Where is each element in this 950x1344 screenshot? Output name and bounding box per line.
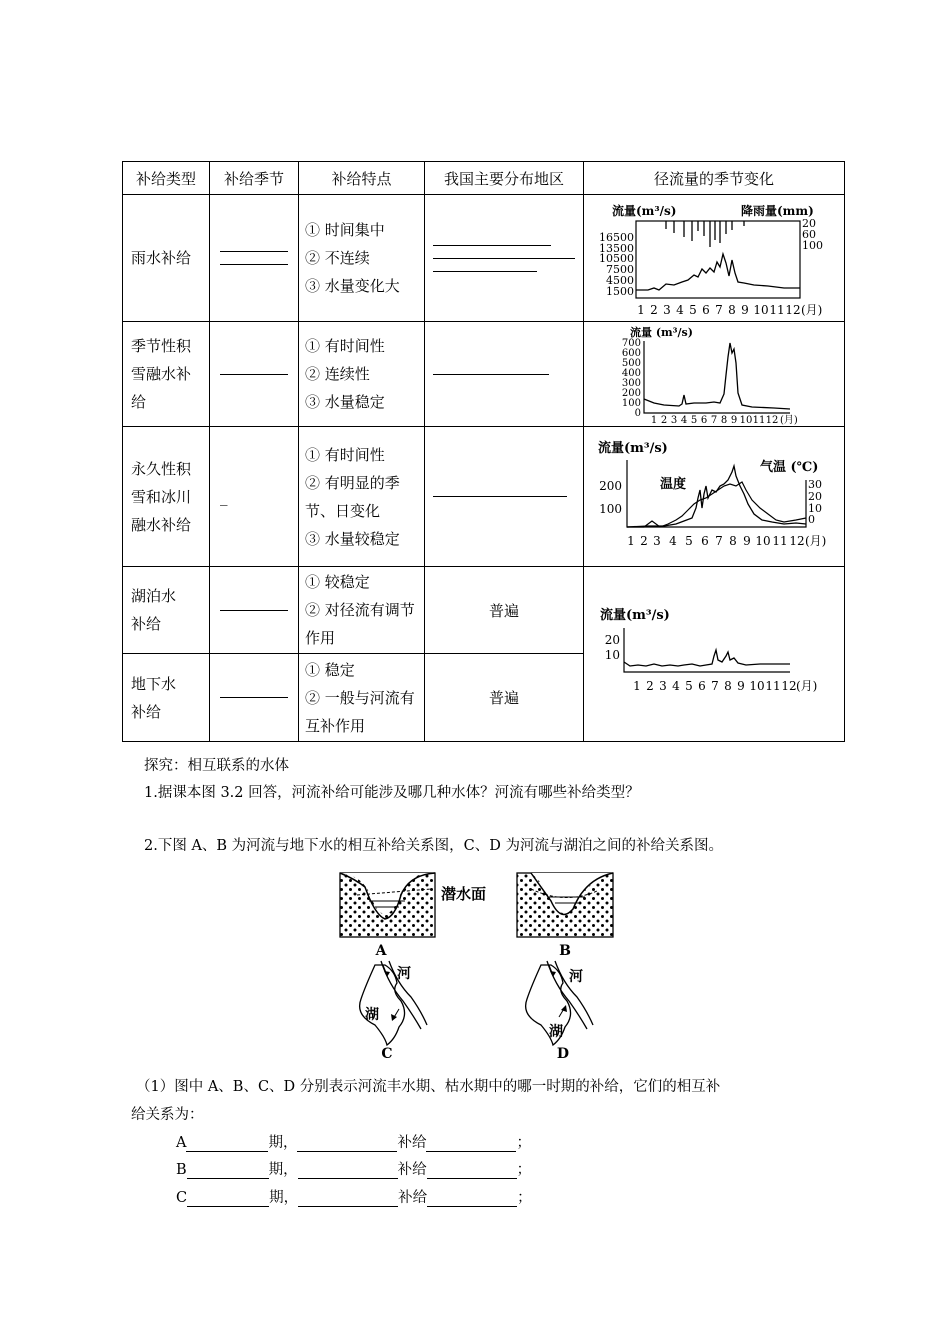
glacier-xtick: 7	[715, 533, 723, 548]
snow-ylabel: 流量 (m³/s)	[630, 325, 693, 339]
rain-ytick: 7500	[606, 262, 634, 276]
season-cell	[210, 654, 299, 742]
water-table-label: 潜水面	[441, 885, 487, 903]
question-1-text-cont: 给关系为：	[131, 1107, 204, 1123]
snow-ytick: 600	[621, 347, 641, 359]
answer-line-a: A 期， 补给 ；	[176, 1135, 531, 1151]
snow-xtick: 9	[730, 414, 738, 426]
rain-runoff-chart	[584, 196, 842, 321]
diagram-c	[360, 961, 427, 1062]
glacier-xtick: 11	[772, 533, 788, 548]
answer-blank[interactable]	[433, 258, 575, 259]
feature-item: ① 较稳定	[305, 573, 370, 591]
snow-ytick: 200	[621, 387, 641, 399]
snow-ytick: 100	[621, 397, 641, 409]
header-supply-features: 补给特点	[299, 162, 425, 195]
season-cell	[210, 322, 299, 427]
glacier-xtick: 10	[755, 533, 771, 548]
question-2: 2.下图 A、B 为河流与地下水的相互补给关系图，C、D 为河流与湖泊之间的补给关系图。	[144, 838, 724, 854]
feature-item: ① 有时间性	[305, 445, 385, 464]
feature-item: ① 时间集中	[305, 221, 385, 239]
supply-type-cell: 永久性积雪和冰川融水补给	[123, 427, 210, 567]
rain-xtick: 5	[689, 302, 697, 317]
glacier-ytick: 100	[599, 501, 622, 516]
glacier-xtick: 12	[789, 533, 805, 548]
rain-xtick: 7	[715, 302, 723, 317]
lake-xtick: 6	[698, 679, 706, 693]
question-1-text: （1）图中 A、B、C、D 分别表示河流丰水期、枯水期中的哪一时期的补给，它们的相互补	[136, 1079, 721, 1095]
answer-blank[interactable]	[433, 245, 551, 246]
region-cell	[425, 427, 584, 567]
supply-type-cell: 季节性积雪融水补给	[123, 322, 210, 427]
answer-blank[interactable]	[433, 374, 549, 375]
lake-xtick: 3	[659, 679, 667, 693]
lake-xtick: 4	[672, 679, 680, 693]
answer-blank[interactable]	[220, 264, 288, 265]
feature-item: ② 对径流有调节作用	[305, 601, 415, 647]
diagram-label-a: A	[375, 943, 387, 959]
lake-ytick: 10	[604, 648, 620, 662]
diagram-a	[340, 873, 486, 959]
header-distribution-region: 我国主要分布地区	[425, 162, 584, 195]
answer-blank[interactable]	[220, 610, 288, 611]
snow-xtick: 7	[710, 414, 718, 426]
rain-xtick: 11	[769, 302, 785, 317]
rain-xunit: (月)	[801, 302, 823, 317]
rain-xtick: 1	[637, 302, 645, 317]
rain-xtick: 6	[702, 302, 710, 317]
glacier-xtick: 8	[729, 533, 737, 548]
lake-runoff-line	[624, 650, 790, 666]
answer-blank[interactable]	[220, 251, 288, 252]
answer-blank[interactable]	[220, 374, 288, 375]
answer-blank[interactable]	[298, 1162, 398, 1179]
river-supply-table	[122, 161, 845, 742]
lake-xtick: 9	[737, 679, 745, 693]
lake-groundwater-runoff-chart	[584, 568, 842, 740]
rain-ylabel: 流量(m³/s)	[612, 203, 677, 218]
glacier-curve-label: 温度	[660, 476, 687, 492]
season-cell	[210, 567, 299, 654]
river-label: 河	[397, 966, 411, 982]
lake-xunit: (月)	[796, 679, 818, 693]
table-header-row	[123, 162, 845, 195]
lake-xtick: 12	[781, 679, 797, 693]
rain-xtick: 8	[728, 302, 736, 317]
lake-xtick: 2	[646, 679, 654, 693]
question-1: 1.据课本图 3.2 回答，河流补给可能涉及哪几种水体？河流有哪些补给类型？	[144, 785, 640, 801]
snow-ytick: 0	[634, 407, 641, 419]
diagram-b	[517, 873, 613, 959]
table-row	[123, 567, 845, 654]
answer-line-c: C 期， 补给 ；	[176, 1190, 532, 1206]
rain-y2tick: 20	[802, 216, 816, 230]
feature-item: ① 有时间性	[305, 337, 385, 355]
table-row	[123, 427, 845, 567]
lake-xtick: 8	[724, 679, 732, 693]
snowmelt-runoff-chart	[584, 323, 842, 426]
feature-item: ③ 水量稳定	[305, 393, 385, 411]
snow-ytick: 500	[621, 357, 641, 369]
rain-ytick: 1500	[606, 284, 634, 298]
feature-item: ② 有明显的季节、日变化	[305, 473, 400, 520]
lake-ylabel: 流量(m³/s)	[600, 608, 670, 623]
snow-xtick: 12	[765, 414, 779, 426]
feature-item: ③ 水量较稳定	[305, 529, 400, 548]
answer-blank[interactable]	[297, 1135, 397, 1152]
supply-type-cell: 雨水补给	[123, 195, 210, 322]
rain-runoff-line	[636, 254, 800, 290]
answer-blank[interactable]	[298, 1190, 398, 1207]
features-cell	[299, 322, 425, 427]
rainfall-bars	[666, 221, 744, 247]
features-cell	[299, 427, 425, 567]
glacier-xtick: 6	[701, 533, 709, 548]
answer-blank[interactable]	[186, 1135, 268, 1152]
snow-xtick: 4	[680, 414, 688, 426]
section-title: 探究：相互联系的水体	[144, 758, 289, 774]
rain-xtick: 2	[650, 302, 658, 317]
table-row	[123, 195, 845, 322]
snow-xtick: 5	[690, 414, 698, 426]
glacier-xunit: (月)	[805, 533, 827, 548]
answer-blank[interactable]	[427, 1162, 517, 1179]
table-row	[123, 322, 845, 427]
glacier-y2tick: 20	[808, 489, 822, 503]
rain-ytick: 16500	[599, 230, 634, 244]
answer-blank[interactable]	[187, 1190, 269, 1207]
glacier-xtick: 1	[627, 533, 635, 548]
rain-xtick: 9	[741, 302, 749, 317]
diagram-d	[526, 961, 593, 1062]
rain-xtick: 12	[785, 302, 801, 317]
answer-line-b: B 期， 补给 ；	[176, 1162, 532, 1178]
rain-ytick: 10500	[599, 251, 634, 265]
answer-blank[interactable]	[427, 1190, 517, 1207]
diagram-label-d: D	[556, 1046, 570, 1062]
snow-xtick: 6	[700, 414, 708, 426]
features-cell	[299, 567, 425, 654]
snow-runoff-line	[644, 343, 790, 409]
snow-xtick: 1	[650, 414, 658, 426]
glacier-y2tick: 0	[808, 512, 815, 526]
header-supply-type: 补给类型	[123, 162, 210, 195]
snow-xtick: 2	[660, 414, 668, 426]
features-cell	[299, 195, 425, 322]
answer-blank[interactable]	[433, 271, 537, 272]
river-supply-diagrams	[335, 865, 635, 1065]
snow-ytick: 400	[621, 367, 641, 379]
lake-label: 湖	[549, 1024, 563, 1040]
supply-type-cell: 地下水补给	[123, 654, 210, 742]
region-cell: 普遍	[425, 567, 584, 654]
season-cell[interactable]: _	[210, 427, 299, 567]
answer-blank[interactable]	[187, 1162, 269, 1179]
lake-xtick: 7	[711, 679, 719, 693]
feature-item: ② 不连续	[305, 249, 370, 267]
snow-xtick: 11	[752, 414, 766, 426]
header-supply-season: 补给季节	[210, 162, 299, 195]
glacier-y2label: 气温 (℃)	[760, 459, 819, 475]
feature-item: ③ 水量变化大	[305, 277, 400, 295]
supply-type-cell: 湖泊水补给	[123, 567, 210, 654]
snow-xunit: (月)	[780, 414, 798, 426]
lake-ytick: 20	[604, 633, 620, 647]
glacier-runoff-line	[627, 466, 806, 527]
glacier-xtick: 2	[640, 533, 648, 548]
river-label: 河	[569, 969, 583, 985]
rain-ytick: 4500	[606, 273, 634, 287]
rain-ytick: 13500	[599, 241, 634, 255]
region-cell	[425, 322, 584, 427]
rain-xtick: 10	[753, 302, 769, 317]
snow-ytick: 700	[621, 337, 641, 349]
lake-xtick: 5	[685, 679, 693, 693]
temperature-line	[627, 482, 806, 527]
lake-xtick: 10	[749, 679, 765, 693]
features-cell	[299, 654, 425, 742]
region-cell: 普遍	[425, 654, 584, 742]
season-cell	[210, 195, 299, 322]
glacier-xtick: 4	[669, 533, 677, 548]
snow-xtick: 3	[670, 414, 678, 426]
glacier-y2tick: 30	[808, 477, 822, 491]
glacier-ylabel: 流量(m³/s)	[598, 440, 668, 456]
glacier-runoff-chart	[584, 428, 842, 566]
rain-y2tick: 60	[802, 227, 816, 241]
feature-item: ① 稳定	[305, 660, 355, 679]
diagram-label-c: C	[381, 1046, 393, 1062]
glacier-ytick: 200	[599, 478, 622, 493]
snow-ytick: 300	[621, 377, 641, 389]
rain-y2tick: 100	[802, 238, 823, 252]
header-runoff-variation: 径流量的季节变化	[584, 162, 845, 195]
lake-label: 湖	[365, 1007, 379, 1023]
feature-item: ② 一般与河流有互补作用	[305, 688, 415, 735]
diagram-label-b: B	[559, 943, 571, 959]
snow-xtick: 10	[739, 414, 753, 426]
rain-xtick: 3	[663, 302, 671, 317]
answer-blank[interactable]	[220, 697, 288, 698]
glacier-xtick: 9	[743, 533, 751, 548]
region-cell	[425, 195, 584, 322]
lake-xtick: 1	[633, 679, 641, 693]
snow-chart-cell	[584, 322, 845, 427]
glacier-xtick: 5	[685, 533, 693, 548]
snow-xtick: 8	[720, 414, 728, 426]
lake-chart-cell	[584, 567, 845, 742]
feature-item: ② 连续性	[305, 365, 370, 383]
answer-blank[interactable]	[426, 1135, 516, 1152]
glacier-chart-cell	[584, 427, 845, 567]
rain-xtick: 4	[676, 302, 684, 317]
rain-y2label: 降雨量(mm)	[741, 203, 814, 218]
rain-chart-cell	[584, 195, 845, 322]
glacier-xtick: 3	[653, 533, 661, 548]
lake-xtick: 11	[765, 679, 781, 693]
glacier-y2tick: 10	[808, 501, 822, 515]
answer-blank[interactable]	[433, 496, 567, 497]
